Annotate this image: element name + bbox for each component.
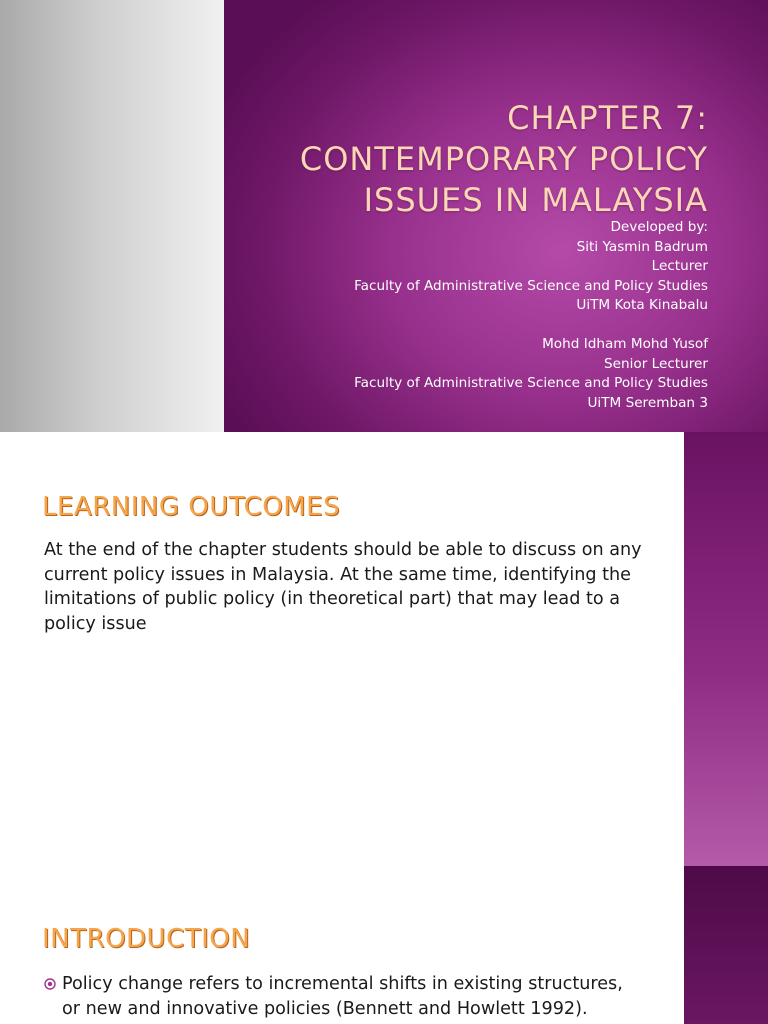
credit-line: Lecturer (651, 258, 708, 274)
title-slide (0, 0, 768, 432)
purple-side-bar (684, 866, 768, 1024)
credit-line: Siti Yasmin Badrum (576, 238, 708, 255)
title-slide-gray-panel (0, 0, 224, 432)
learning-outcomes-heading: LEARNING OUTCOMES (42, 492, 341, 522)
learning-outcomes-slide (0, 432, 768, 866)
credit-line: Faculty of Administrative Science and Policy Studies (354, 375, 708, 391)
author-credits (268, 218, 708, 413)
purple-side-bar (684, 432, 768, 866)
credit-line: Faculty of Administrative Science and Policy Studies (354, 277, 708, 294)
credit-line: UiTM Kota Kinabalu (576, 297, 708, 313)
list-item (44, 972, 644, 1021)
credit-line: Developed by: (610, 219, 708, 235)
credit-line (268, 316, 708, 336)
introduction-bullet-text: Policy change refers to incremental shifts in existing structures, or new and innovative policies (Bennett and Howlett 1992). (62, 974, 623, 1019)
chapter-title-line: ISSUES IN MALAYSIA (363, 181, 708, 219)
chapter-title-line: CONTEMPORARY POLICY (299, 140, 708, 178)
chapter-title-line: CHAPTER 7: (507, 99, 708, 137)
chapter-title (228, 98, 708, 221)
learning-outcomes-text: At the end of the chapter students should be able to discuss on any current policy issues in Malaysia. At the same time, identifying the limitations of public policy (in theoretical part) that may lead to a policy issue (44, 540, 642, 634)
credit-line: Mohd Idham Mohd Yusof (542, 336, 708, 352)
introduction-slide (0, 866, 768, 1024)
circled-dot-bullet-icon (44, 978, 56, 990)
credit-line: Senior Lecturer (604, 355, 708, 372)
credit-line: UiTM Seremban 3 (587, 394, 708, 411)
introduction-heading: INTRODUCTION (42, 924, 251, 954)
